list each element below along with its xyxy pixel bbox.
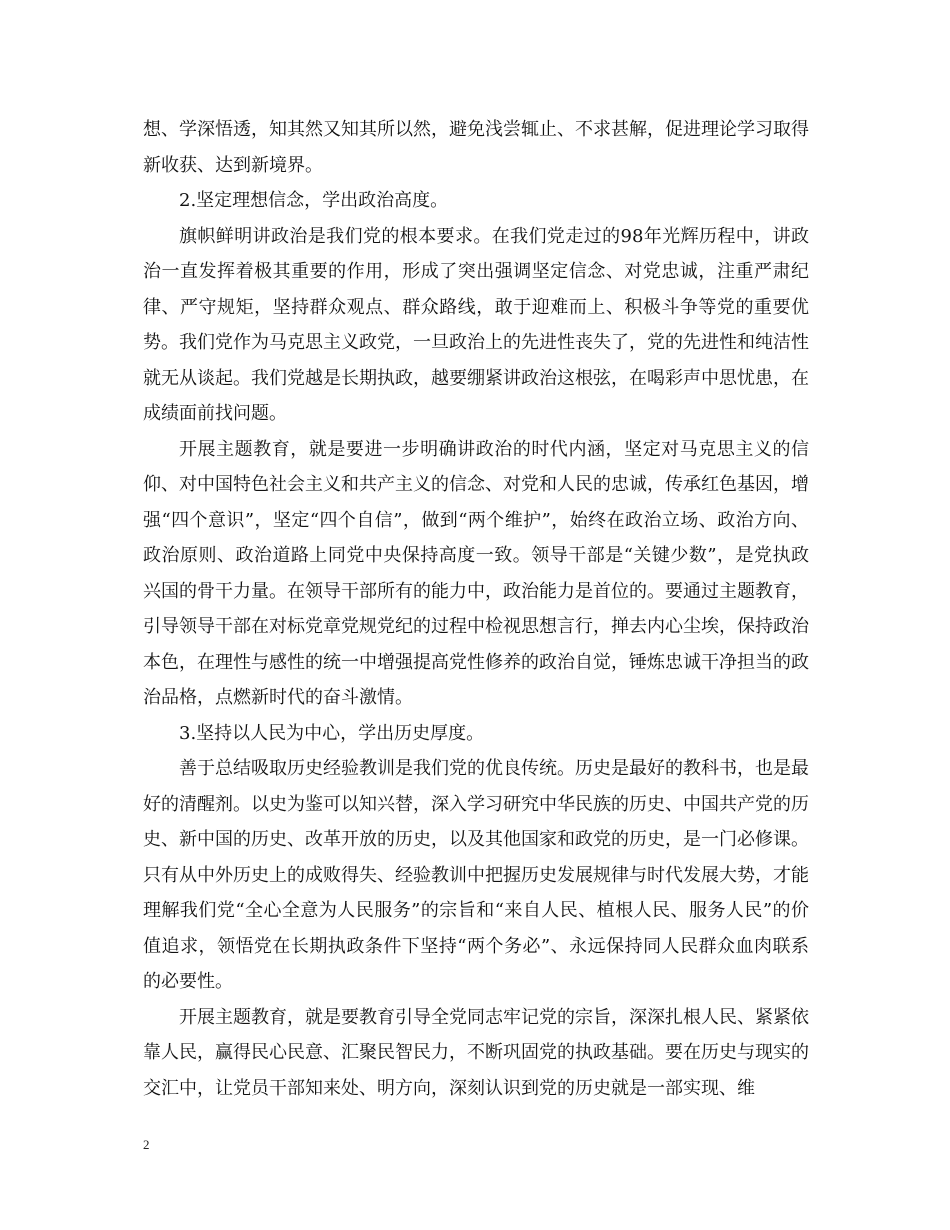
page-number: 2	[143, 1137, 150, 1152]
body-text	[143, 112, 809, 1106]
paragraph-continuation: 想、学深悟透，知其然又知其所以然，避免浅尝辄止、不求甚解，促进理论学习取得新收获、达到新境界。	[143, 119, 809, 176]
section-heading-3: 3.坚持以人民为中心，学出历史厚度。	[179, 722, 485, 744]
paragraph: 开展主题教育，就是要进一步明确讲政治的时代内涵，坚定对马克思主义的信仰、对中国特色社会主义和共产主义的信念、对党和人民的忠诚，传承红色基因，增强“四个意识”，坚定“四个自信”，做到“两个维护”，始终在政治立场、政治方向、政治原则、政治道路上同党中央保持高度一致。领导干部是“关键少数”，是党执政兴国的骨干力量。在领导干部所有的能力中，政治能力是首位的。要通过主题教育，引导领导干部在对标党章党规党纪的过程中检视思想言行，掸去内心尘埃，保持政治本色，在理性与感性的统一中增强提高党性修养的政治自觉，锤炼忠诚干净担当的政治品格，点燃新时代的奋斗激情。	[143, 438, 809, 708]
paragraph: 善于总结吸取历史经验教训是我们党的优良传统。历史是最好的教科书，也是最好的清醒剂。以史为鉴可以知兴替，深入学习研究中华民族的历史、中国共产党的历史、新中国的历史、改革开放的历史，以及其他国家和政党的历史，是一门必修课。只有从中外历史上的成败得失、经验教训中把握历史发展规律与时代发展大势，才能理解我们党“全心全意为人民服务”的宗旨和“来自人民、植根人民、服务人民”的价值追求，领悟党在长期执政条件下坚持“两个务必”、永远保持同人民群众血肉联系的必要性。	[143, 758, 809, 992]
paragraph: 开展主题教育，就是要教育引导全党同志牢记党的宗旨，深深扎根人民、紧紧依靠人民，赢得民心民意、汇聚民智民力，不断巩固党的执政基础。要在历史与现实的交汇中，让党员干部知来处、明方向，深刻认识到党的历史就是一部实现、维	[143, 1006, 809, 1099]
section-heading-2: 2.坚定理想信念，学出政治高度。	[179, 190, 449, 211]
paragraph: 旗帜鲜明讲政治是我们党的根本要求。在我们党走过的98年光辉历程中，讲政治一直发挥着极其重要的作用，形成了突出强调坚定信念、对党忠诚，注重严肃纪律、严守规矩，坚持群众观点、群众路线，敢于迎难而上、积极斗争等党的重要优势。我们党作为马克思主义政党，一旦政治上的先进性丧失了，党的先进性和纯洁性就无从谈起。我们党越是长期执政，越要绷紧讲政治这根弦，在喝彩声中思忧患，在成绩面前找问题。	[143, 225, 809, 424]
